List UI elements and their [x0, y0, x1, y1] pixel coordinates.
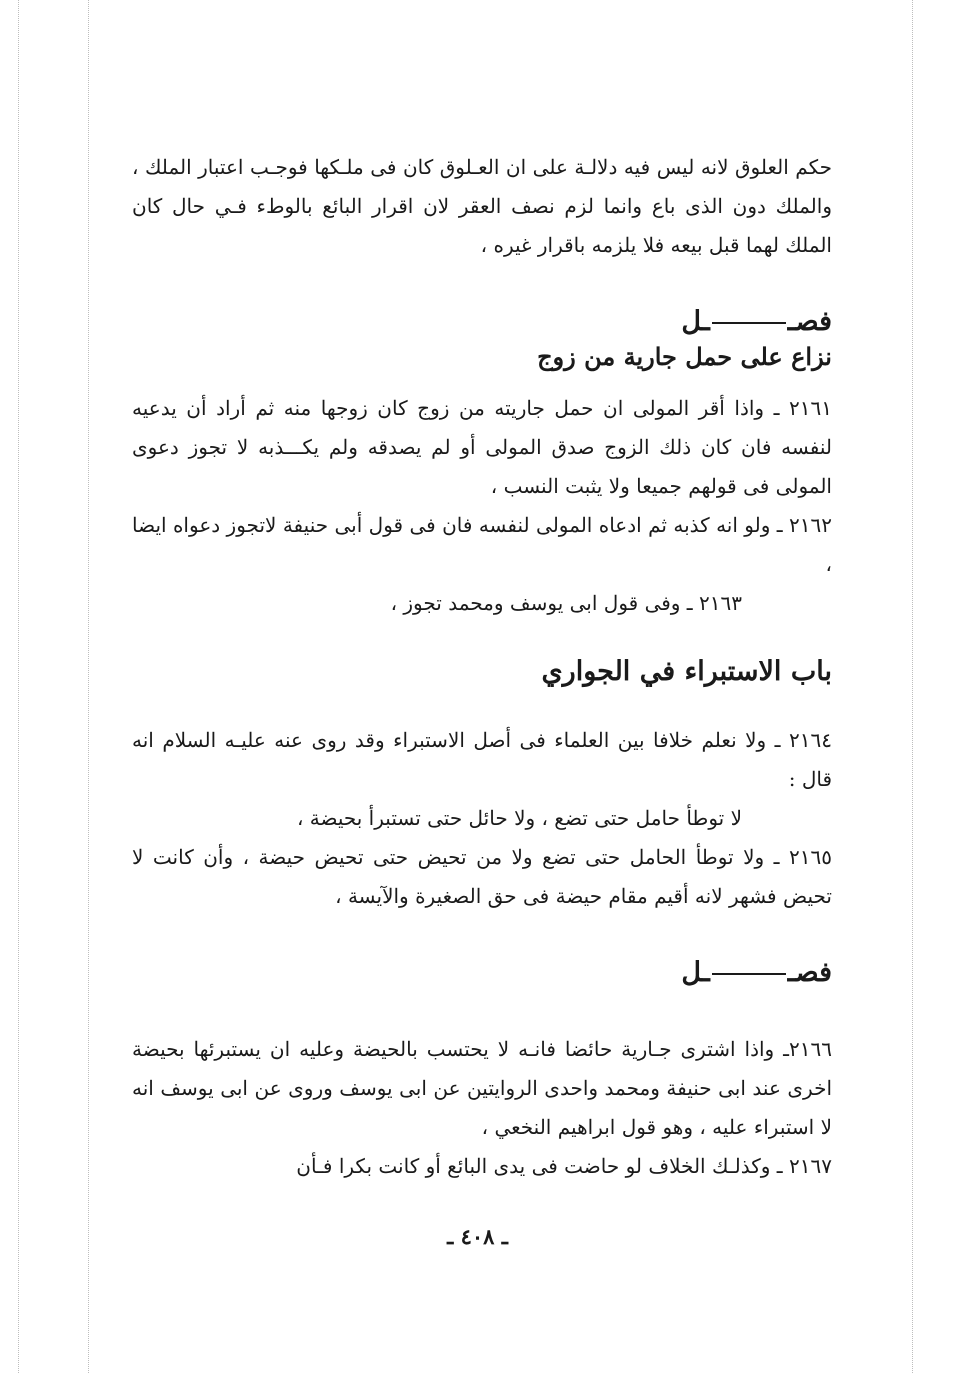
paragraph-2166: ٢١٦٦ـ واذا اشترى جـارية حائضا فانـه لا يحتسب بالحيضة وعليه ان يستبرئها بحيضة اخرى عند ابى حنيفة ومحمد واحدى الروايتين عن ابى يوسف وروى عن ابى يوسف انه لا استبراء عليه ، وهو قول ابراهيم النخعي ، [132, 1037, 832, 1139]
paragraph-2163: ٢١٦٣ ـ وفى قول ابى يوسف ومحمد تجوز ، [390, 591, 742, 615]
hadith-quote: لا توطأ حامل حتى تضع ، ولا حائل حتى تستبرأ بحيضة ، [296, 806, 742, 830]
page-number: ـ ٤٠٨ ـ [447, 1224, 508, 1249]
heading-end: ـل [681, 306, 710, 337]
heading-kashida-rule [712, 322, 786, 324]
margin-guide-inner [88, 0, 89, 1373]
section-subheading: نزاع على حمل جارية من زوج [537, 342, 832, 371]
opening-paragraph: حكم العلوق لانه ليس فيه دلالـة على ان العـلوق كان فى ملـكها فوجـب اعتبار الملك ، والملك دون الذى باع وانما لزم نصف العقر لان اقرار البائع بالوطء فـي حال كان الملك لهما قبل بيعه فلا يلزمه باقرار غيره ، [132, 155, 832, 257]
paragraph-2164: ٢١٦٤ ـ ولا نعلم خلافا بين العلماء فى أصل الاستبراء وقد روى عنه عليـه السلام انه قال : [132, 728, 832, 791]
heading-end: ـل [681, 957, 710, 988]
chapter-heading: باب الاستبراء في الجواري [541, 656, 832, 687]
section-heading-fasl-2 [132, 956, 832, 990]
body-text [132, 148, 832, 1186]
section-heading-fasl-1 [132, 305, 832, 339]
paragraph-2162: ٢١٦٢ ـ ولو انه كذبه ثم ادعاه المولى لنفسه فان فى قول أبى حنيفة لاتجوز دعواه ايضا ، [132, 513, 832, 576]
margin-guide-left [18, 0, 19, 1373]
heading-start: فصـ [787, 957, 832, 988]
paragraph-2167: ٢١٦٧ ـ وكذلـك الخلاف لو حاضت فى يدى البائع أو كانت بكرا فـأن [296, 1154, 832, 1178]
paragraph-2165: ٢١٦٥ ـ ولا توطأ الحامل حتى تضع ولا من تحيض حتى تحيض حيضة ، وأن كانت لا تحيض فشهر لانه أقيم مقام حيضة فى حق الصغيرة والآيسة ، [132, 845, 832, 908]
heading-kashida-rule [712, 973, 786, 975]
heading-start: فصـ [787, 306, 832, 337]
paragraph-2161: ٢١٦١ ـ واذا أقر المولى ان حمل جاريته من زوج كان زوجها منه ثم أراد أن يدعيه لنفسه فان كان ذلك الزوج صدق المولى أو لم يصدقه ولم يكـــذبه لا تجوز دعوى المولى فى قولهم جميعا ولا يثبت النسب ، [132, 396, 832, 498]
margin-guide-right [912, 0, 913, 1373]
